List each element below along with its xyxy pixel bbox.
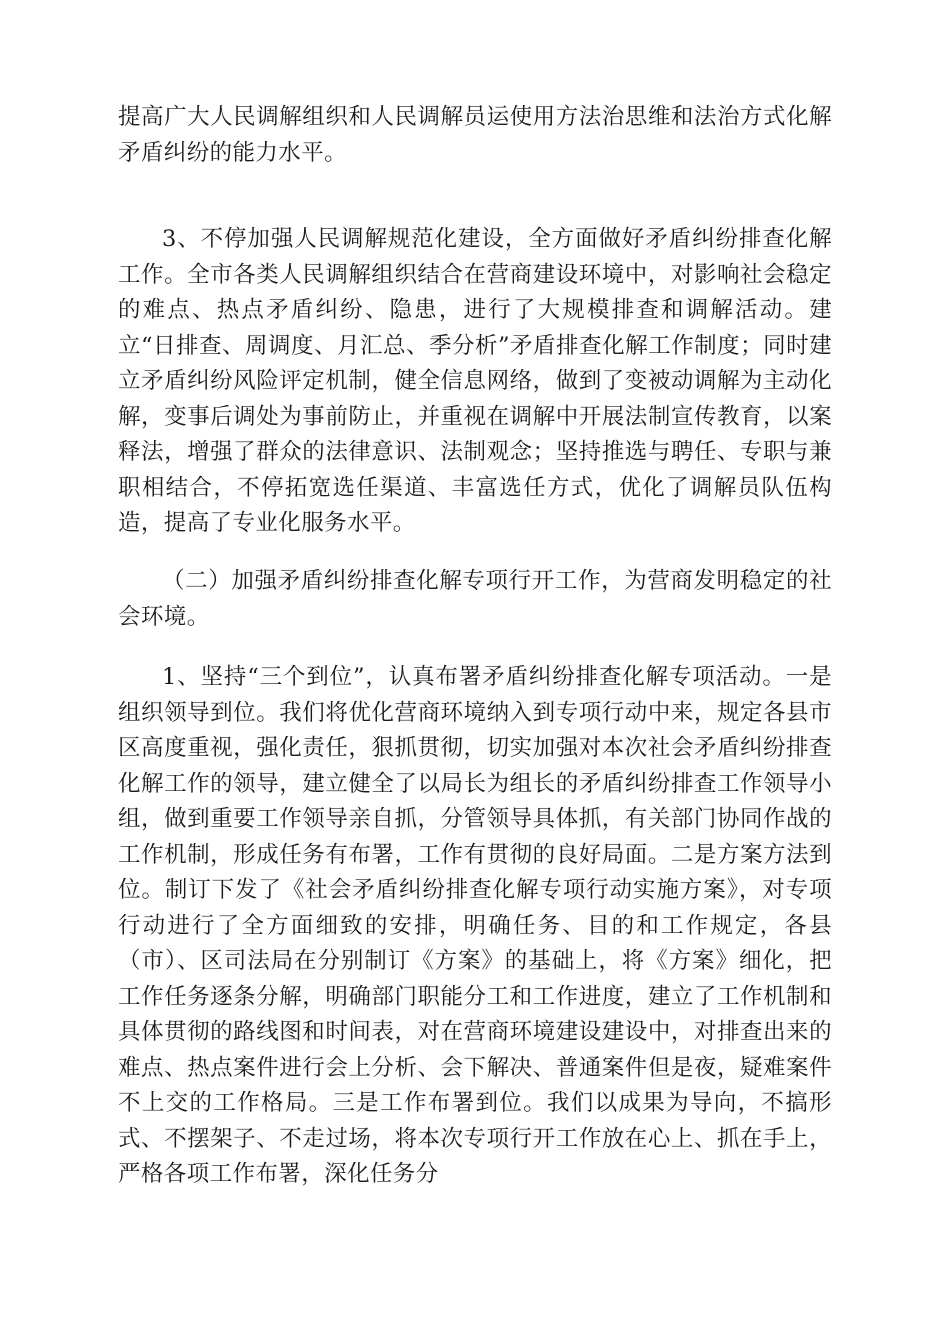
paragraph-continuation: 提高广大人民调解组织和人民调解员运使用方法治思维和法治方式化解矛盾纠纷的能力水平。 <box>118 104 832 166</box>
paragraph-mediation-standardization: 3、不停加强人民调解规范化建设，全方面做好矛盾纠纷排查化解工作。全市各类人民调解组织结合在营商建设环境中，对影响社会稳定的难点、热点矛盾纠纷、隐患，进行了大规模排查和调解活动。建立“日排查、周调度、月汇总、季分析”矛盾排查化解工作制度；同时建立矛盾纠纷风险评定机制，健全信息网络，做到了变被动调解为主动化解，变事后调处为事前防止，并重视在调解中开展法制宣传教育，以案释法，增强了群众的法律意识、法制观念；坚持推选与聘任、专职与兼职相结合，不停拓宽选任渠道、丰富选任方式，优化了调解员队伍构造，提高了专业化服务水平。 <box>118 226 832 536</box>
paragraph-three-in-place: 1、坚持“三个到位”，认真布署矛盾纠纷排查化解专项活动。一是组织领导到位。我们将优化营商环境纳入到专项行动中来，规定各县市区高度重视，强化责任，狠抓贯彻，切实加强对本次社会矛盾纠纷排查化解工作的领导，建立健全了以局长为组长的矛盾纠纷排查工作领导小组，做到重要工作领导亲自抓，分管领导具体抓，有关部门协同作战的工作机制，形成任务有布署，工作有贯彻的良好局面。二是方案方法到位。制订下发了《社会矛盾纠纷排查化解专项行动实施方案》，对专项行动进行了全方面细致的安排，明确任务、目的和工作规定，各县（市）、区司法局在分别制订《方案》的基础上，将《方案》细化，把工作任务逐条分解，明确部门职能分工和工作进度，建立了工作机制和具体贯彻的路线图和时间表，对在营商环境建设建设中，对排查出来的难点、热点案件进行会上分析、会下解决、普通案件但是夜，疑难案件不上交的工作格局。三是工作布署到位。我们以成果为导向，不搞形式、不摆架子、不走过场，将本次专项行开工作放在心上、抓在手上，严格各项工作布署，深化任务分 <box>118 664 832 1187</box>
section-heading-two: （二）加强矛盾纠纷排查化解专项行开工作，为营商发明稳定的社会环境。 <box>118 568 832 630</box>
